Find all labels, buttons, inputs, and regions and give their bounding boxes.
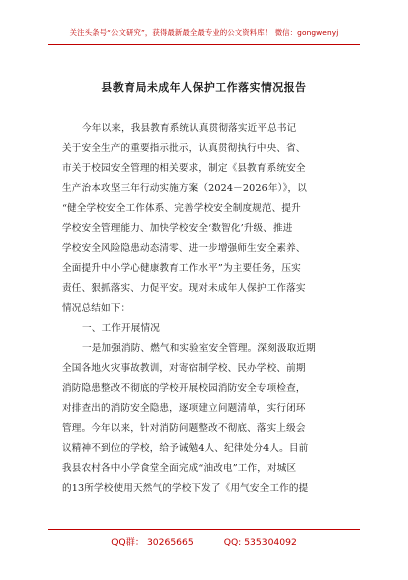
- body-line: 学校安全风险隐患动态清零、进一步增强师生安全素养、: [62, 243, 306, 254]
- body-line: 关于安全生产的重要指示批示，认真贯彻执行中央、省、: [62, 143, 306, 154]
- section-heading: 一、工作开展情况: [82, 323, 160, 334]
- body-line: 全国各地火灾事故教训，对寄宿制学校、民办学校、前期: [62, 363, 306, 374]
- footer-divider: [48, 529, 360, 530]
- header-banner: 关注头条号“公文研究”，获得最新最全最专业的公文资料库！ 微信：gongwenyj: [69, 28, 339, 37]
- body-line: 对排查出的消防安全隐患，逐项建立问题清单，实行闭环: [62, 403, 306, 414]
- body-line: 我县农村各中小学食堂全面完成“油改电”工作，对城区: [62, 463, 297, 474]
- body-line: 全面提升中小学心健康教育工作水平”为主要任务，压实: [62, 263, 301, 274]
- body-line: “健全学校安全工作体系、完善学校安全制度规范、提升: [62, 203, 301, 214]
- body-line: 今年以来，我县教育系统认真贯彻落实近平总书记: [82, 123, 297, 134]
- body-line: 议精神不到位的学校，给予诫勉4人、纪律处分4人。目前: [62, 443, 309, 454]
- body-line: 管理。今年以来，针对消防问题整改不彻底、落实上级会: [62, 423, 306, 434]
- body-line: 生产治本攻坚三年行动实施方案（2024－2026年）》，以: [62, 183, 308, 194]
- body-line: 一是加强消防、燃气和实验室安全管理。深刻汲取近期: [82, 343, 316, 354]
- body-line: 学校安全管理能力、加快学校安全‘数智化’升级、推进: [62, 223, 293, 234]
- body-line: 责任、狠抓落实、力促平安。现对未成年人保护工作落实: [62, 283, 306, 294]
- footer-qq-group: QQ群： 30265665: [111, 537, 194, 548]
- body-line: 消防隐患整改不彻底的学校开展校园消防安全专项检查，: [62, 383, 306, 394]
- body-line: 的13所学校使用天然气的学校下发了《用气安全工作的提: [62, 483, 309, 494]
- body-line: 情况总结如下：: [62, 303, 131, 314]
- header-divider: [48, 44, 360, 45]
- footer-qq-contact: QQ: 535304092: [223, 537, 297, 548]
- body-line: 市关于校园安全管理的相关要求，制定《县教育系统安全: [62, 163, 306, 174]
- footer: [0, 534, 408, 548]
- document-title: 县教育局未成年人保护工作落实情况报告: [101, 81, 307, 94]
